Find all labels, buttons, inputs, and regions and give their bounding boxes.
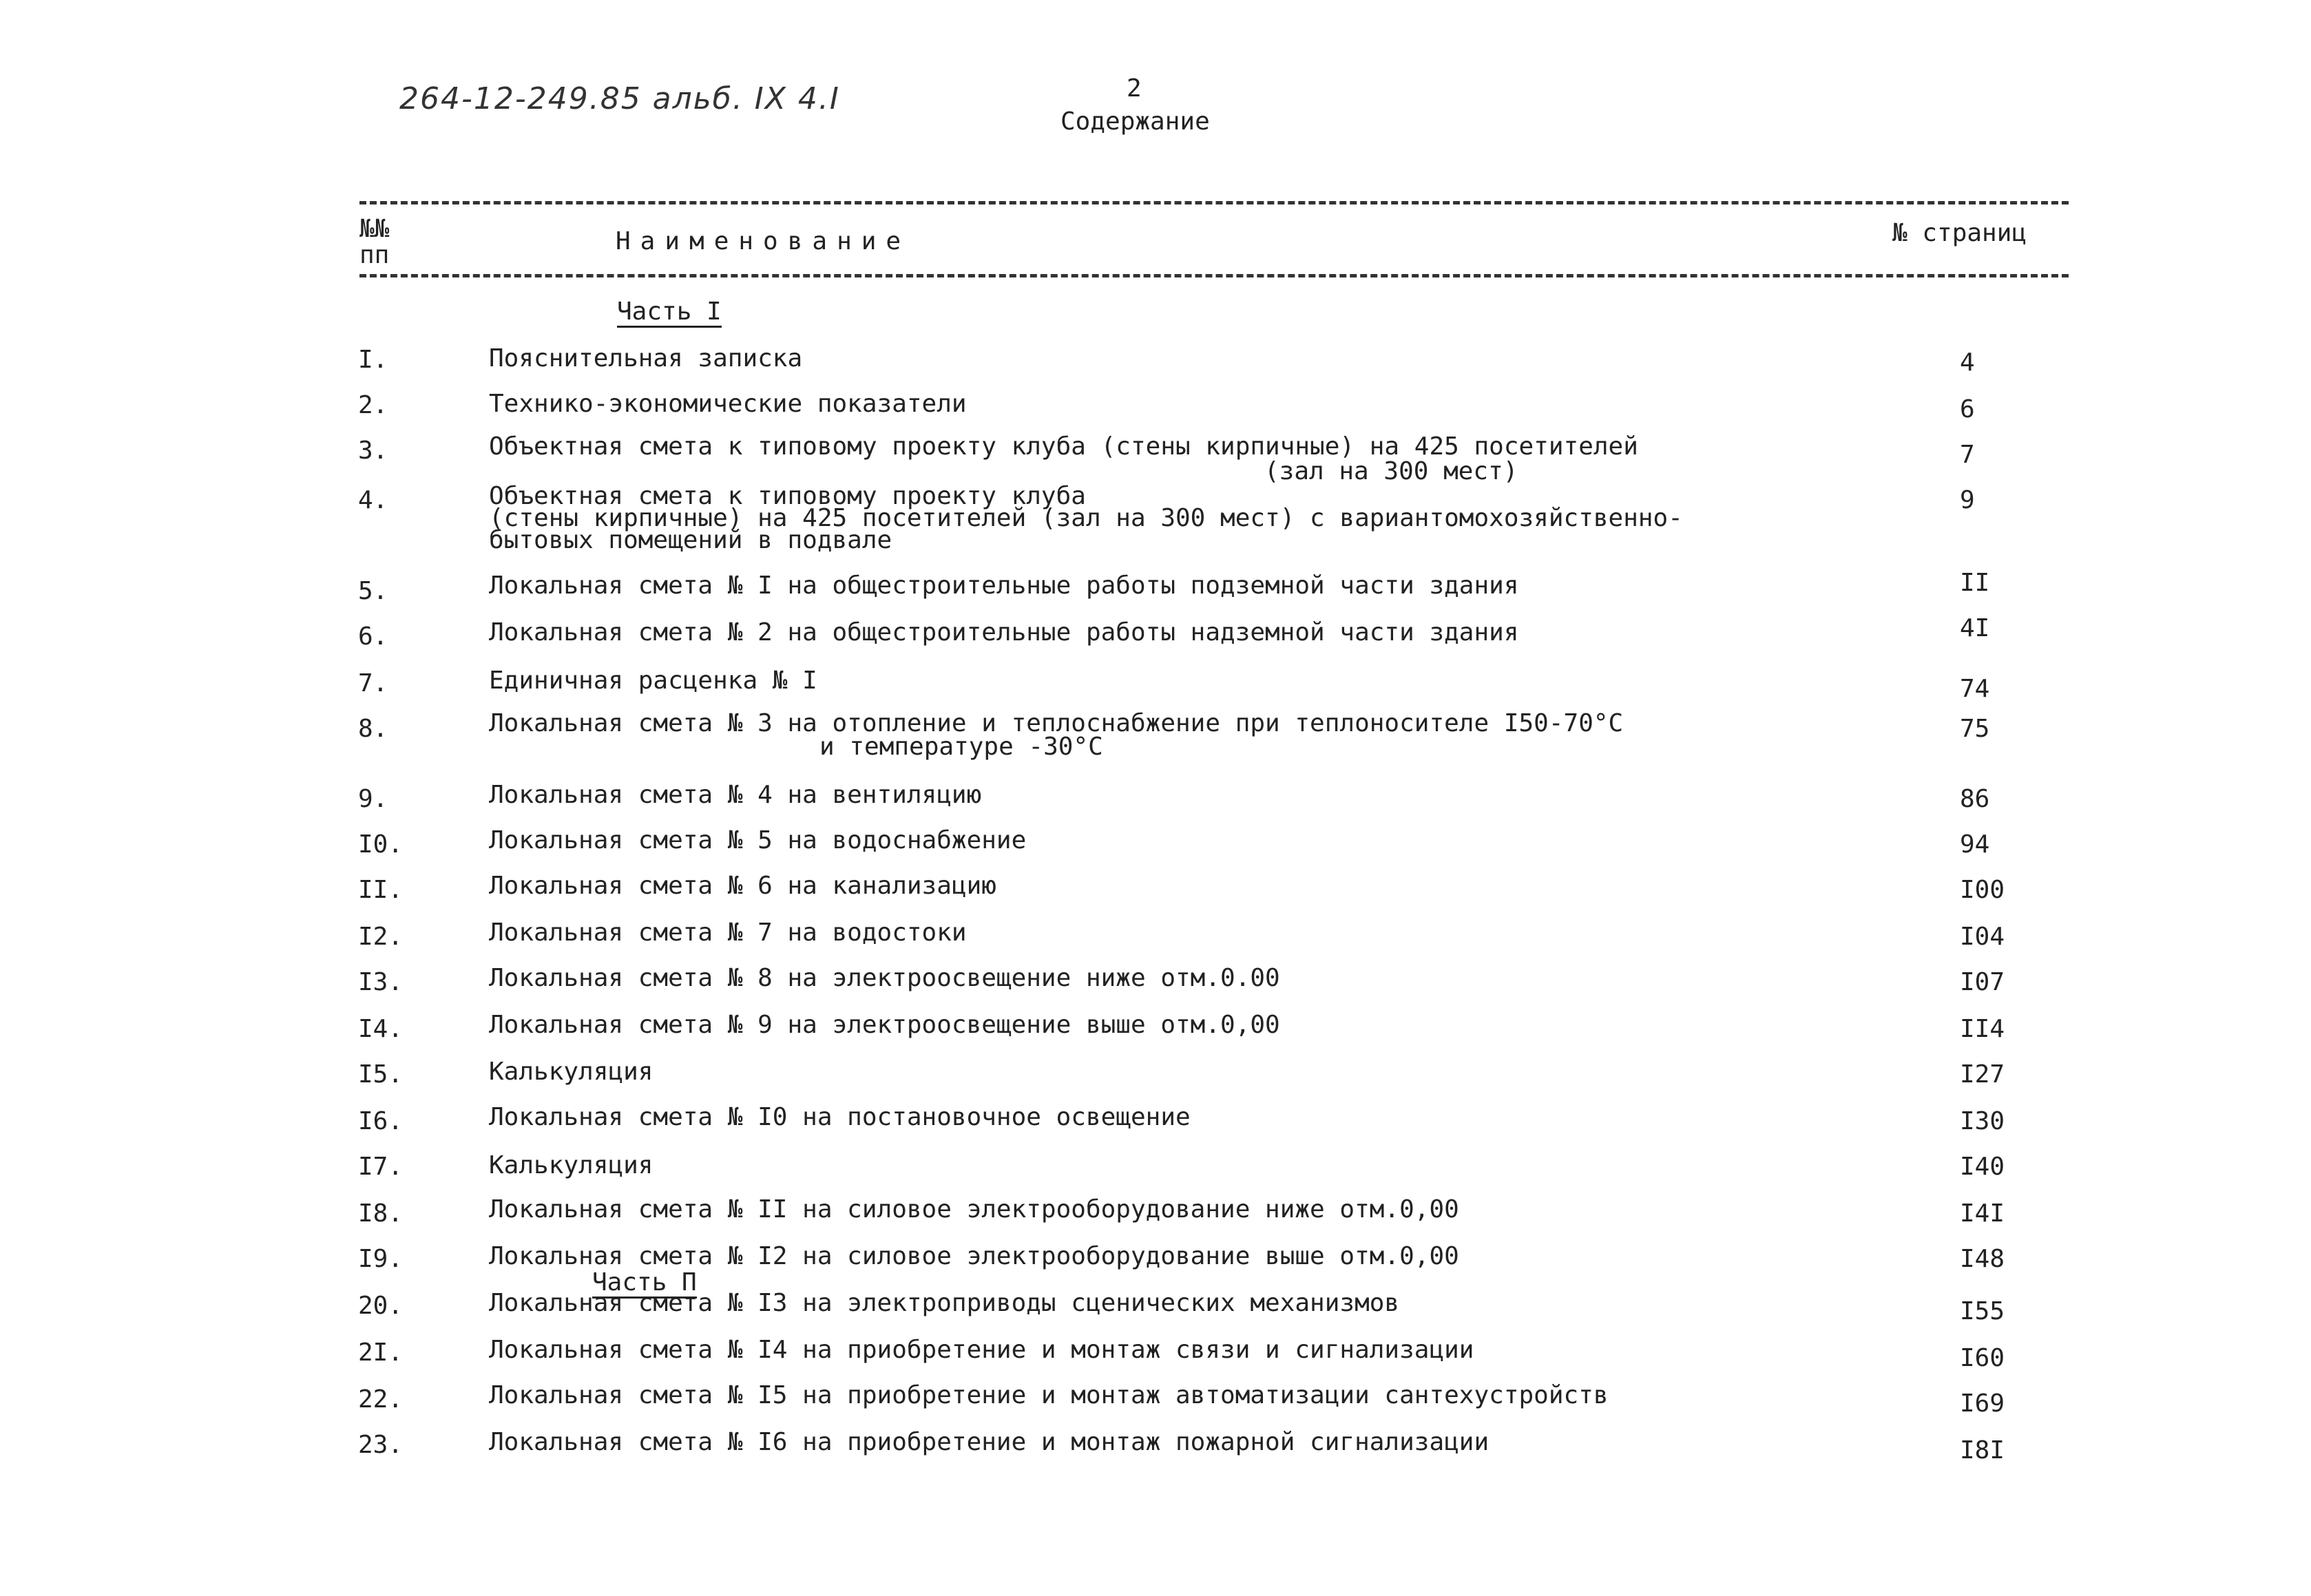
item-number: I3. [358, 968, 404, 996]
item-page: I55 [1960, 1297, 2005, 1325]
item-number: 5. [358, 577, 388, 605]
item-title-continuation: (стены кирпичные) на 425 посетителей (зал на 300 мест) с вариантомохозяйственно- [489, 504, 1683, 532]
item-page: I07 [1960, 968, 2005, 996]
column-header-name: Наименование [616, 227, 911, 255]
item-title: Локальная смета № 5 на водоснабжение [489, 826, 1027, 854]
item-page: 94 [1960, 830, 1990, 859]
item-page: I48 [1960, 1245, 2005, 1273]
item-number: I8. [358, 1199, 404, 1228]
item-title: Локальная смета № I3 на электроприводы сценических механизмов [489, 1289, 1400, 1317]
item-title: Локальная смета № 9 на электроосвещение выше отм.0,00 [489, 1011, 1280, 1039]
part-label: Часть I [617, 297, 722, 328]
item-page: I30 [1960, 1107, 2005, 1135]
page-title: Содержание [1060, 107, 1210, 136]
item-number: 23. [358, 1431, 404, 1459]
item-page: 4I [1960, 614, 1990, 642]
item-page: 75 [1960, 715, 1990, 743]
item-number: 8. [358, 715, 388, 743]
item-title: Локальная смета № 8 на электроосвещение ниже отм.0.00 [489, 964, 1280, 992]
item-number: I. [358, 346, 388, 374]
item-page: I27 [1960, 1060, 2005, 1089]
item-title: Калькуляция [489, 1058, 653, 1086]
document-code: 264-12-249.85 альб. IX 4.I [399, 81, 840, 116]
item-number: 6. [358, 622, 388, 651]
item-number: 2I. [358, 1338, 404, 1367]
item-page: 9 [1960, 486, 1975, 514]
header-top-rule [359, 201, 2069, 204]
item-title: Локальная смета № 6 на канализацию [489, 872, 996, 900]
item-page: 6 [1960, 395, 1975, 423]
item-title: Объектная смета к типовому проекту клуба (стены кирпичные) на 425 посетителей [489, 432, 1638, 461]
item-number: I0. [358, 830, 404, 859]
item-title-continuation: и температуре -30°C [819, 733, 1103, 761]
item-number: 7. [358, 669, 388, 697]
item-number: 22. [358, 1385, 404, 1414]
item-number: II. [358, 876, 404, 904]
item-title: Технико-экономические показатели [489, 390, 967, 418]
item-number: 4. [358, 486, 388, 514]
item-number: I5. [358, 1060, 404, 1089]
item-number: I9. [358, 1245, 404, 1273]
item-number: 2. [358, 391, 388, 419]
part-label: Часть П [592, 1268, 697, 1299]
item-title: Локальная смета № 4 на вентиляцию [489, 781, 982, 809]
item-title: Локальная смета № I5 на приобретение и монтаж автоматизации сантехустройств [489, 1381, 1609, 1409]
item-title: Локальная смета № II на силовое электрооборудование ниже отм.0,00 [489, 1195, 1459, 1224]
item-title: Локальная смета № I на общестроительные работы подземной части здания [489, 571, 1519, 600]
item-page: II4 [1960, 1015, 2005, 1043]
column-header-pages: № страниц [1892, 219, 2027, 247]
item-title: Пояснительная записка [489, 344, 803, 372]
item-number: I4. [358, 1015, 404, 1043]
item-page: I8I [1960, 1436, 2005, 1464]
item-number: I6. [358, 1107, 404, 1135]
item-number: I7. [358, 1153, 404, 1181]
item-page: I69 [1960, 1389, 2005, 1418]
item-page: 4 [1960, 348, 1975, 377]
item-page: 86 [1960, 785, 1990, 813]
item-title: Локальная смета № 3 на отопление и теплоснабжение при теплоносителе I50-70°C [489, 709, 1624, 737]
item-title: Локальная смета № 2 на общестроительные работы надземной части здания [489, 618, 1519, 647]
item-title: Локальная смета № I0 на постановочное освещение [489, 1103, 1191, 1131]
item-title: Калькуляция [489, 1151, 653, 1179]
item-page: I04 [1960, 923, 2005, 951]
item-number: 9. [358, 785, 388, 813]
item-page: 74 [1960, 675, 1990, 703]
item-title: Локальная смета № I6 на приобретение и монтаж пожарной сигнализации [489, 1428, 1489, 1456]
item-number: 20. [358, 1292, 404, 1320]
item-title-continuation: бытовых помещений в подвале [489, 526, 892, 554]
item-page: I4I [1960, 1199, 2005, 1228]
item-title: Локальная смета № 7 на водостоки [489, 918, 967, 947]
item-page: I00 [1960, 876, 2005, 904]
item-page: I40 [1960, 1153, 2005, 1181]
item-title: Локальная смета № I2 на силовое электрооборудование выше отм.0,00 [489, 1242, 1459, 1270]
column-header-number-sub: пп [359, 241, 390, 269]
item-page: I60 [1960, 1344, 2005, 1372]
item-title: Локальная смета № I4 на приобретение и монтаж связи и сигнализации [489, 1336, 1474, 1364]
header-bottom-rule [359, 274, 2069, 277]
item-page: II [1960, 569, 1990, 597]
column-header-number: №№ [359, 215, 390, 243]
item-number: 3. [358, 437, 388, 465]
item-title: Объектная смета к типовому проекту клуба [489, 482, 1086, 510]
page-number: 2 [1127, 74, 1142, 103]
item-number: I2. [358, 923, 404, 951]
item-title: Единичная расценка № I [489, 666, 817, 695]
item-page: 7 [1960, 441, 1975, 469]
item-title-continuation: (зал на 300 мест) [1264, 457, 1518, 485]
